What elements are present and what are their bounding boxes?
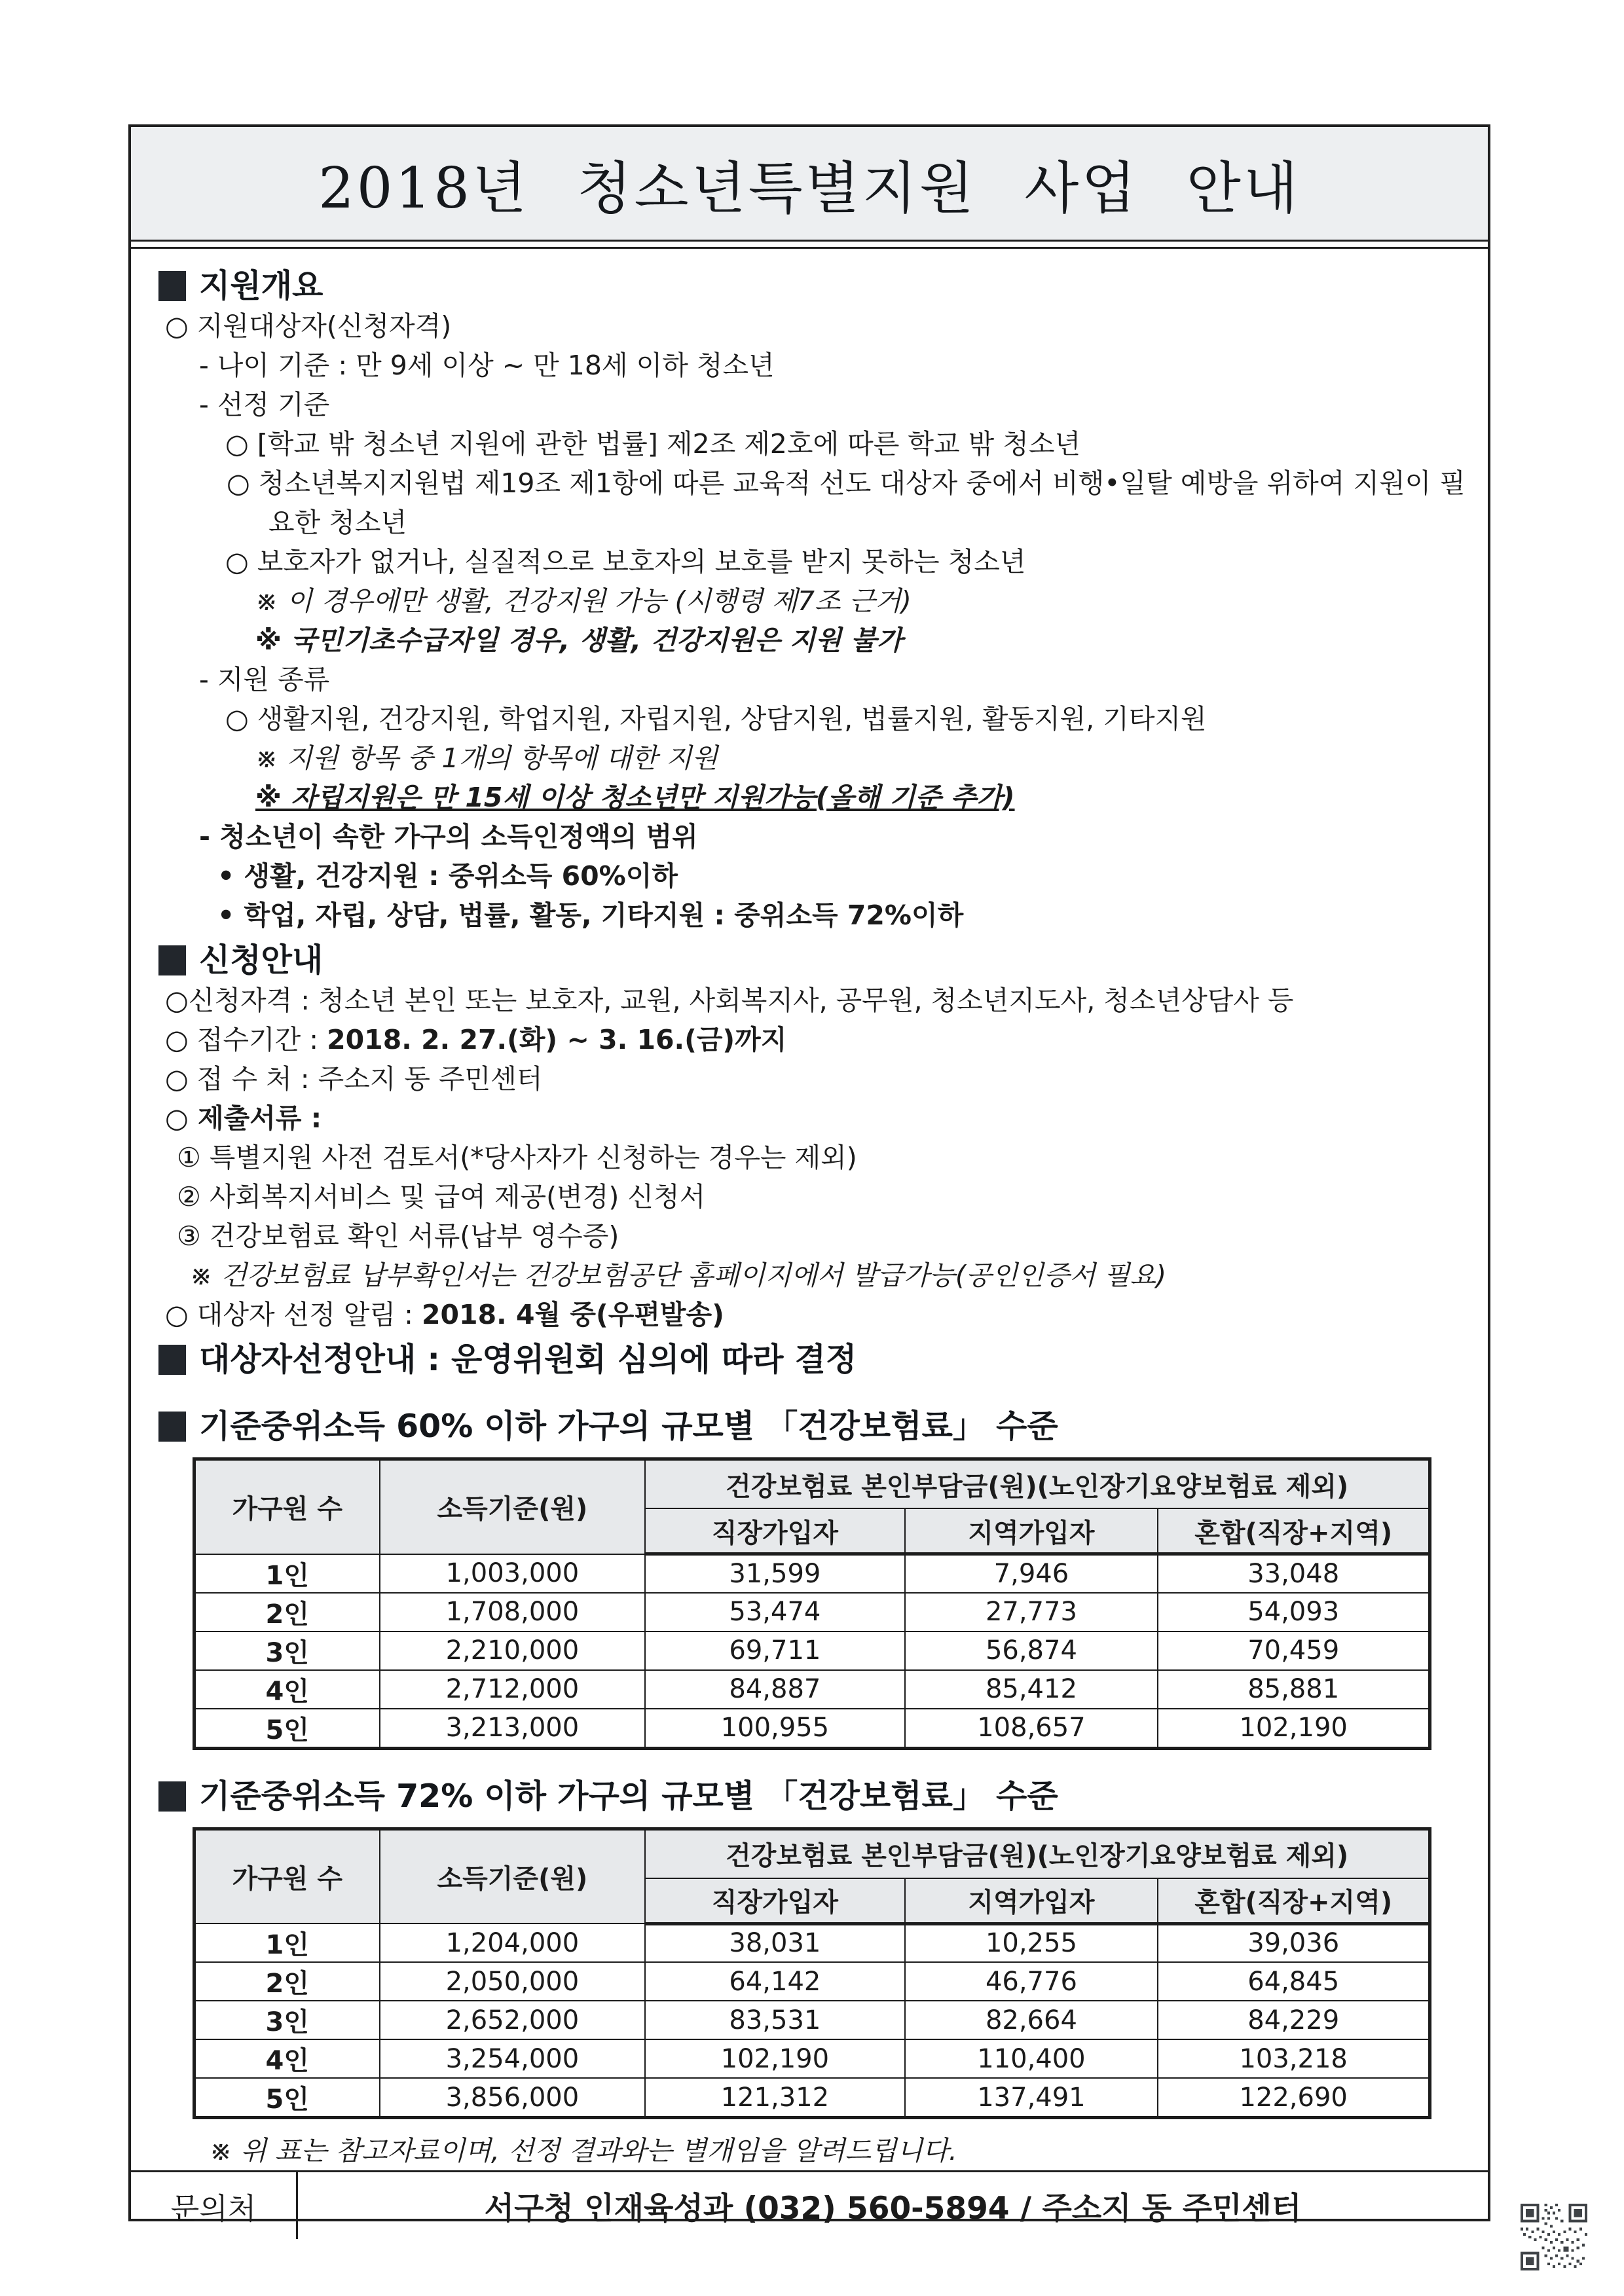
document-body <box>131 249 1488 2170</box>
section-heading-selection <box>158 1339 1488 1380</box>
line-support-types-label: - 지원 종류 <box>199 664 330 695</box>
income-cell: 2,050,000 <box>380 1962 646 2001</box>
line-no-guardian: ○ 보호자가 없거나, 실질적으로 보호자의 보호를 받지 못하는 청소년 <box>225 546 1026 577</box>
line-selection-criteria: - 선정 기준 <box>199 389 330 420</box>
income-cell: 3,254,000 <box>380 2039 646 2078</box>
table-row <box>194 1631 1430 1670</box>
col-mixed: 혼합(직장+지역) <box>1158 1878 1430 1924</box>
household-cell: 5인 <box>194 1709 380 1749</box>
table-reference-footnote: ※ 위 표는 참고자료이며, 선정 결과와는 별개임을 알려드립니다. <box>210 2135 957 2166</box>
line-reception-office: ○ 접 수 처 : 주소지 동 주민센터 <box>165 1063 543 1095</box>
section-heading-table-72 <box>158 1776 1488 1817</box>
household-cell: 5인 <box>194 2078 380 2118</box>
mixed-cell: 103,218 <box>1158 2039 1430 2078</box>
income-cell: 2,712,000 <box>380 1670 646 1709</box>
section-heading-table-60 <box>158 1406 1488 1447</box>
employee-cell: 64,142 <box>645 1962 904 2001</box>
col-premium-group: 건강보험료 본인부담금(원)(노인장기요양보험료 제외) <box>645 1459 1430 1509</box>
employee-cell: 121,312 <box>645 2078 904 2118</box>
col-income: 소득기준(원) <box>380 1459 646 1554</box>
col-household: 가구원 수 <box>194 1829 380 1923</box>
table-row <box>194 1670 1430 1709</box>
line-selection-notice <box>131 1295 1488 1334</box>
line-support-target: ○ 지원대상자(신청자격) <box>165 310 452 342</box>
table-row <box>194 1593 1430 1631</box>
regional-cell: 110,400 <box>905 2039 1158 2078</box>
col-premium-group: 건강보험료 본인부담금(원)(노인장기요양보험료 제외) <box>645 1829 1430 1878</box>
selection-notice-value: 2018. 4월 중(우편발송) <box>422 1299 724 1330</box>
employee-cell: 53,474 <box>645 1593 904 1631</box>
mixed-cell: 64,845 <box>1158 1962 1430 2001</box>
mixed-cell: 85,881 <box>1158 1670 1430 1709</box>
section-square-icon <box>158 945 186 975</box>
line-income-range-label: - 청소년이 속한 가구의 소득인정액의 범위 <box>199 821 698 852</box>
document-title: 2018년 청소년특별지원 사업 안내 <box>318 156 1301 221</box>
contact-value: 서구청 인재육성과 (032) 560-5894 / 주소지 동 주민센터 <box>484 2190 1302 2227</box>
reception-period-label: ○ 접수기간 : <box>165 1024 327 1055</box>
table-row <box>194 1962 1430 2001</box>
table-row <box>194 2001 1430 2039</box>
table-row <box>194 1554 1430 1593</box>
contact-label: 문의처 <box>131 2172 298 2239</box>
employee-cell: 31,599 <box>645 1554 904 1593</box>
regional-cell: 46,776 <box>905 1962 1158 2001</box>
line-support-types: ○ 생활지원, 건강지원, 학업지원, 자립지원, 상담지원, 법률지원, 활동지원, 기타지원 <box>225 703 1207 735</box>
regional-cell: 27,773 <box>905 1593 1158 1631</box>
regional-cell: 85,412 <box>905 1670 1158 1709</box>
section-heading-overview <box>158 266 1488 306</box>
title-banner <box>131 127 1488 242</box>
note-living-health-only: ※ 이 경우에만 생활, 건강지원 가능 (시행령 제7조 근거) <box>255 585 912 617</box>
mixed-cell: 33,048 <box>1158 1554 1430 1593</box>
household-cell: 3인 <box>194 1631 380 1670</box>
line-age-criteria: - 나이 기준 : 만 9세 이상 ~ 만 18세 이하 청소년 <box>199 350 775 381</box>
employee-cell: 38,031 <box>645 1923 904 1962</box>
income-cell: 3,856,000 <box>380 2078 646 2118</box>
contact-row <box>131 2170 1488 2239</box>
mixed-cell: 84,229 <box>1158 2001 1430 2039</box>
section-heading-text: 기준중위소득 72% 이하 가구의 규모별 「건강보험료」 수준 <box>199 1777 1058 1815</box>
income-cell: 1,708,000 <box>380 1593 646 1631</box>
line-required-documents-label: ○ 제출서류 : <box>165 1102 322 1134</box>
section-square-icon <box>158 271 186 301</box>
line-income-72: • 학업, 자립, 상담, 법률, 활동, 기타지원 : 중위소득 72%이하 <box>217 900 964 931</box>
premium-table-72 <box>193 1827 1431 2120</box>
line-document-2: ② 사회복지서비스 및 급여 제공(변경) 신청서 <box>177 1181 706 1212</box>
line-document-3: ③ 건강보험료 확인 서류(납부 영수증) <box>177 1220 619 1252</box>
col-mixed: 혼합(직장+지역) <box>1158 1508 1430 1554</box>
section-square-icon <box>158 1345 186 1375</box>
note-premium-confirmation: ※ 건강보험료 납부확인서는 건강보험공단 홈페이지에서 발급가능(공인인증서 필요) <box>190 1260 1167 1291</box>
table-row <box>194 2078 1430 2118</box>
title-divider <box>131 242 1488 249</box>
note-basic-recipient: ※ 국민기초수급자일 경우, 생활, 건강지원은 지원 불가 <box>255 625 903 656</box>
table-row <box>194 1709 1430 1749</box>
employee-cell: 100,955 <box>645 1709 904 1749</box>
mixed-cell: 122,690 <box>1158 2078 1430 2118</box>
section-square-icon <box>158 1412 186 1442</box>
employee-cell: 102,190 <box>645 2039 904 2078</box>
premium-table-60 <box>193 1457 1431 1750</box>
col-employee: 직장가입자 <box>645 1878 904 1924</box>
household-cell: 2인 <box>194 1593 380 1631</box>
line-welfare-law: ○ 청소년복지지원법 제19조 제1항에 따른 교육적 선도 대상자 중에서 비행•일탈 예방을 위하여 지원이 필요한 청소년 <box>227 467 1466 538</box>
employee-cell: 69,711 <box>645 1631 904 1670</box>
line-document-1: ① 특별지원 사전 검토서(*당사자가 신청하는 경우는 제외) <box>177 1142 857 1173</box>
section-heading-text: 기준중위소득 60% 이하 가구의 규모별 「건강보험료」 수준 <box>199 1408 1058 1445</box>
household-cell: 4인 <box>194 1670 380 1709</box>
mixed-cell: 102,190 <box>1158 1709 1430 1749</box>
qr-code <box>1521 2204 1587 2270</box>
household-cell: 3인 <box>194 2001 380 2039</box>
income-cell: 2,652,000 <box>380 2001 646 2039</box>
employee-cell: 83,531 <box>645 2001 904 2039</box>
col-household: 가구원 수 <box>194 1459 380 1554</box>
mixed-cell: 39,036 <box>1158 1923 1430 1962</box>
section-heading-text: 신청안내 <box>199 941 323 979</box>
regional-cell: 137,491 <box>905 2078 1158 2118</box>
mixed-cell: 70,459 <box>1158 1631 1430 1670</box>
regional-cell: 108,657 <box>905 1709 1158 1749</box>
selection-notice-label: ○ 대상자 선정 알림 : <box>165 1299 422 1330</box>
household-cell: 1인 <box>194 1923 380 1962</box>
line-eligibility: ○신청자격 : 청소년 본인 또는 보호자, 교원, 사회복지사, 공무원, 청소년지도사, 청소년상담사 등 <box>165 985 1294 1016</box>
section-heading-application <box>158 940 1488 981</box>
section-heading-text: 지원개요 <box>199 267 323 304</box>
col-employee: 직장가입자 <box>645 1508 904 1554</box>
household-cell: 2인 <box>194 1962 380 2001</box>
reception-period-value: 2018. 2. 27.(화) ~ 3. 16.(금)까지 <box>327 1024 787 1055</box>
col-regional: 지역가입자 <box>905 1508 1158 1554</box>
income-cell: 2,210,000 <box>380 1631 646 1670</box>
mixed-cell: 54,093 <box>1158 1593 1430 1631</box>
table-row <box>194 2039 1430 2078</box>
employee-cell: 84,887 <box>645 1670 904 1709</box>
household-cell: 4인 <box>194 2039 380 2078</box>
line-income-60: • 생활, 건강지원 : 중위소득 60%이하 <box>217 860 678 892</box>
col-income: 소득기준(원) <box>380 1829 646 1923</box>
col-regional: 지역가입자 <box>905 1878 1158 1924</box>
income-cell: 1,003,000 <box>380 1554 646 1593</box>
regional-cell: 82,664 <box>905 2001 1158 2039</box>
section-heading-text: 대상자선정안내 : 운영위원회 심의에 따라 결정 <box>199 1341 857 1378</box>
section-square-icon <box>158 1781 186 1812</box>
income-cell: 3,213,000 <box>380 1709 646 1749</box>
document-border-box <box>128 124 1490 2227</box>
line-reception-period <box>131 1020 1488 1059</box>
regional-cell: 56,874 <box>905 1631 1158 1670</box>
line-out-of-school: ○ [학교 밖 청소년 지원에 관한 법률] 제2조 제2호에 따른 학교 밖 청소년 <box>225 428 1081 460</box>
regional-cell: 10,255 <box>905 1923 1158 1962</box>
regional-cell: 7,946 <box>905 1554 1158 1593</box>
note-self-support-age: ※ 자립지원은 만 15세 이상 청소년만 지원가능(올해 기준 추가) <box>255 782 1015 813</box>
income-cell: 1,204,000 <box>380 1923 646 1962</box>
note-one-item: ※ 지원 항목 중 1개의 항목에 대한 지원 <box>255 742 718 774</box>
table-row <box>194 1923 1430 1962</box>
household-cell: 1인 <box>194 1554 380 1593</box>
